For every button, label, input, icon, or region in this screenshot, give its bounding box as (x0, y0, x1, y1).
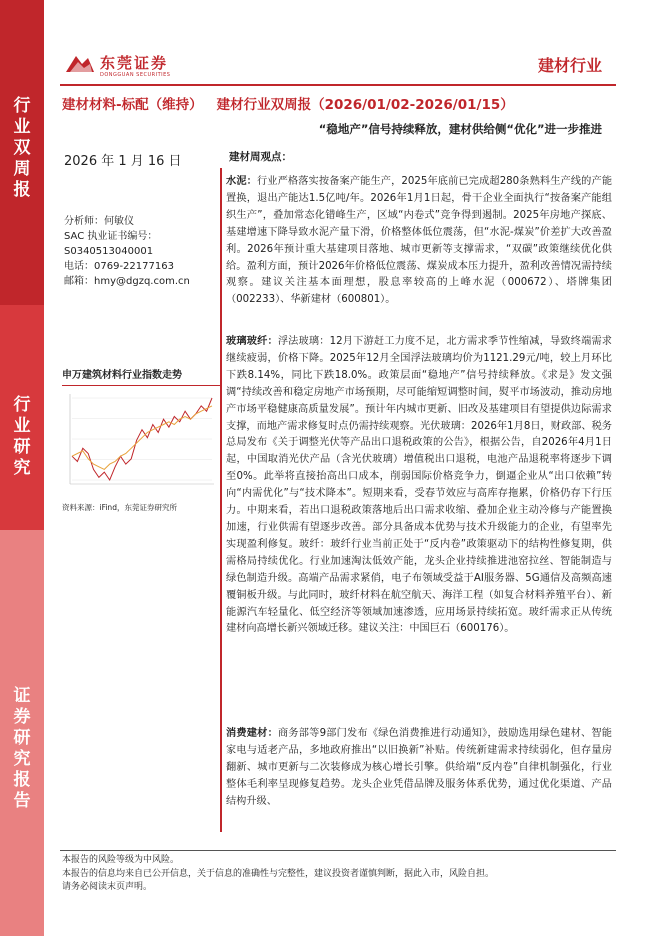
analyst-phone: 电话：0769-22177163 (64, 261, 174, 272)
header-divider (60, 84, 616, 86)
logo-subtext: DONGGUAN SECURITIES (100, 72, 171, 78)
sidebar-char: 研 (13, 437, 31, 457)
sidebar-char: 证 (13, 686, 31, 706)
sidebar-char: 周 (13, 159, 31, 179)
sidebar-char: 双 (13, 138, 31, 158)
logo-text: 东莞证券 (100, 54, 169, 72)
sidebar-char: 究 (13, 749, 31, 769)
index-trend-chart (62, 366, 220, 513)
paragraph-label: 消费建材： (226, 728, 278, 739)
report-type-sidebar (0, 0, 44, 936)
paragraph-text: 商务部等9部门发布《绿色消费推进行动通知》，鼓励选用绿色建材、智能家电与适老产品，多地政府推出“以旧换新”补贴。传统新建需求持续弱化，但存量房翻新、城市更新与二次装修成为核心增长引擎。供给端“反内卷”自律机制强化，行业整体毛利率呈现修复趋势。龙头企业凭借品牌及服务体系优势，通过优化渠道、产品结构升级、 (226, 728, 612, 807)
report-date: 2026 年 1 月 16 日 (64, 154, 182, 169)
disclaimer-line: 本报告的风险等级为中风险。 (62, 855, 180, 865)
analyst-cert-label: SAC 执业证书编号： (64, 231, 158, 242)
report-title-main: 建材行业双周报（2026/01/02-2026/01/15） (216, 97, 514, 113)
paragraph-glass (226, 334, 612, 638)
sidebar-seg-research (0, 305, 44, 530)
sidebar-char: 研 (13, 728, 31, 748)
rating-label: 建材材料-标配（维持） (62, 97, 203, 113)
disclaimer-line: 本报告的信息均来自已公开信息，关于信息的准确性与完整性，建议投资者谨慎判断，据此入市，风险自担。 (62, 868, 495, 879)
chart-source: 资料来源：iFind，东莞证券研究所 (62, 503, 177, 512)
sidebar-char: 业 (13, 117, 31, 137)
chart-plot (62, 390, 218, 500)
paragraph-text: 行业严格落实按备案产能生产，2025年底前已完成超280条熟料生产线的产能置换，退出产能达1.5亿吨/年。2026年1月1日起，骨干企业全面执行“按备案产能组织生产”，叠加常态化错峰生产，区域“内卷式”竞争得到遏制。2025年房地产探底、基建增速下降导致水泥产量下滑，价格整体低位震荡，但“水泥-煤炭”价差扩大改善盈利。2026年预计重大基建项目落地、城市更新等支撑需求，“双碳”政策继续优化供给。盈利方面，预计2026年价格低位震荡、煤炭成本压力提升，盈利改善情况需持续观察。建议关注基本面理想，股息率较高的上峰水泥（000672）、塔牌集团（002233）、华新建材（600801）。 (226, 176, 613, 306)
sidebar-char: 业 (13, 416, 31, 436)
disclaimer (62, 854, 494, 895)
paragraph-text: 浮法玻璃：12月下游赶工力度不足，北方需求季节性缩减，导致终端需求继续疲弱，价格下降。2025年12月全国浮法玻璃均价为1121.29元/吨，较上月环比下跌8.14%，同比下跌18.0%。政策层面“稳地产”信号持续释放。《求是》发文强调“持续改善和稳定房地产市场预期，尽可能缩短调整时间，熨平市场波动，推动房地产市场平稳健康高质量发展”。预计年内城市更新、旧改及基建项目有望提供边际需求支撑，而地产需求修复时点仍需持续观察。光伏玻璃：2026年1月8日，财政部、税务总局发布《关于调整光伏等产品出口退税政策的公告》，根据公告，自2026年4月1日起，中国取消光伏产品（含光伏玻璃）增值税出口退税，电池产品退税率将逐步下调至0%。此举将直接抬高出口成本，削弱国际价格竞争力，倒逼企业从“出口依赖”转向“内需优化”与“技术降本”。短期来看，受春节效应与高库存拖累，价格仍存下行压力。中期来看，若出口退税政策落地后出口需求收缩、叠加企业主动冷修与产能置换加速，行业供需有望逐步改善。部分具备成本优势与技术升级能力的企业，有望率先实现盈利修复。玻纤：玻纤行业当前正处于“反内卷”政策驱动下的结构性修复期，供需格局持续优化。行业加速淘汰低效产能，龙头企业持续推进池窑拉丝、智能制造与绿色制造升级。高端产品需求紧俏，电子布领域受益于AI服务器、5G通信及高频高速覆铜板升级。与此同时，玻纤材料在航空航天、海洋工程（如复合材料养殖平台）、新能源汽车轻量化、低空经济等领域加速渗透，应用场景持续拓宽。玻纤需求正从传统建材向高增长新兴领域迁移。建议关注：中国巨石（600176）。 (226, 336, 612, 635)
report-title (62, 93, 514, 113)
section-title: 建材周观点： (229, 151, 292, 163)
report-subtitle: “稳地产”信号持续释放，建材供给侧“优化”进一步推进 (318, 122, 602, 136)
disclaimer-line: 请务必阅读末页声明。 (62, 882, 153, 892)
sidebar-char: 报 (13, 180, 31, 200)
industry-label: 建材行业 (537, 56, 602, 75)
paragraph-cement (226, 174, 612, 309)
sidebar-seg-report (0, 530, 44, 936)
chart-title: 申万建筑材料行业指数走势 (62, 366, 220, 386)
sidebar-char: 究 (13, 458, 31, 478)
series-line-2 (72, 406, 212, 470)
sidebar-seg-biweekly (0, 0, 44, 305)
analyst-name: 分析师：何敏仪 (64, 216, 134, 227)
sidebar-char: 券 (13, 707, 31, 727)
paragraph-label: 玻璃玻纤： (226, 336, 278, 347)
sidebar-char: 行 (13, 395, 31, 415)
paragraph-consumer (226, 726, 612, 811)
sidebar-char: 告 (13, 791, 31, 811)
analyst-info (64, 214, 190, 289)
paragraph-label: 水泥： (226, 176, 257, 187)
sidebar-char: 报 (13, 770, 31, 790)
analyst-cert-no: S0340513040001 (64, 246, 154, 257)
main-content (220, 168, 620, 832)
footer-divider (60, 850, 616, 851)
sidebar-char: 行 (13, 96, 31, 116)
analyst-email: 邮箱：hmy@dgzq.com.cn (64, 276, 190, 287)
